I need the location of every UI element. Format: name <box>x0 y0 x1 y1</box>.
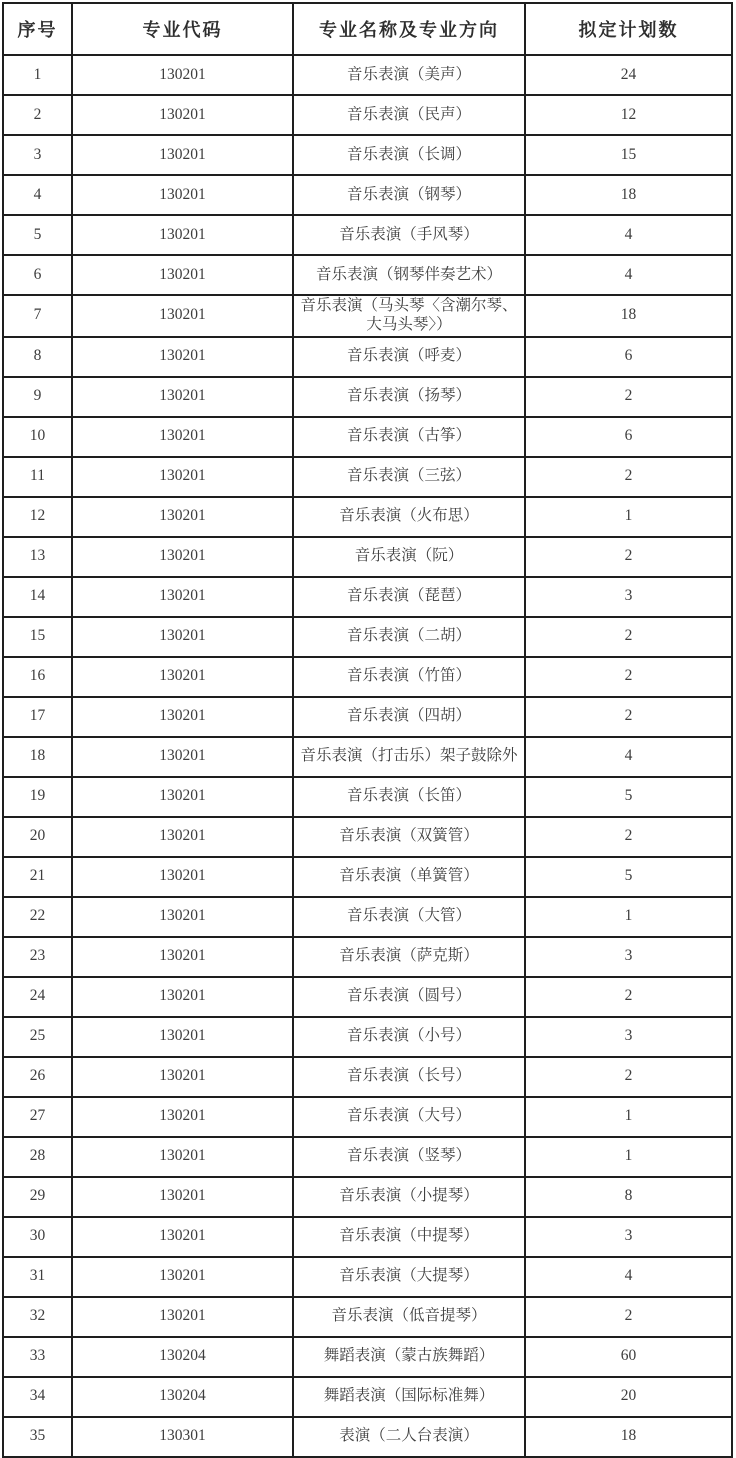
row-index-cell: 11 <box>3 457 72 497</box>
table-row <box>3 457 732 497</box>
planned-count-cell: 2 <box>525 617 732 657</box>
planned-count-cell: 2 <box>525 1297 732 1337</box>
major-name-cell: 音乐表演（萨克斯） <box>293 937 525 977</box>
table-row <box>3 215 732 255</box>
row-index-cell: 30 <box>3 1217 72 1257</box>
major-code-cell: 130201 <box>72 1017 293 1057</box>
major-name-cell: 舞蹈表演（蒙古族舞蹈） <box>293 1337 525 1377</box>
planned-count-cell: 3 <box>525 937 732 977</box>
major-name-cell: 音乐表演（大号） <box>293 1097 525 1137</box>
table-row <box>3 857 732 897</box>
row-index-cell: 32 <box>3 1297 72 1337</box>
major-name-cell: 音乐表演（长调） <box>293 135 525 175</box>
major-code-cell: 130201 <box>72 1297 293 1337</box>
major-name-cell: 音乐表演（竖琴） <box>293 1137 525 1177</box>
row-index-cell: 3 <box>3 135 72 175</box>
table-row <box>3 175 732 215</box>
major-code-cell: 130204 <box>72 1377 293 1417</box>
row-index-cell: 28 <box>3 1137 72 1177</box>
table-row <box>3 577 732 617</box>
table-row <box>3 537 732 577</box>
row-index-cell: 2 <box>3 95 72 135</box>
major-name-cell: 音乐表演（钢琴） <box>293 175 525 215</box>
table-row <box>3 937 732 977</box>
planned-count-cell: 4 <box>525 1257 732 1297</box>
major-name-cell: 音乐表演（竹笛） <box>293 657 525 697</box>
major-code-cell: 130201 <box>72 55 293 95</box>
major-name-cell: 音乐表演（大管） <box>293 897 525 937</box>
row-index-cell: 12 <box>3 497 72 537</box>
row-index-cell: 14 <box>3 577 72 617</box>
table-row <box>3 1097 732 1137</box>
planned-count-cell: 24 <box>525 55 732 95</box>
major-name-cell: 音乐表演（大提琴） <box>293 1257 525 1297</box>
major-name-cell: 音乐表演（扬琴） <box>293 377 525 417</box>
row-index-cell: 24 <box>3 977 72 1017</box>
table-row <box>3 1257 732 1297</box>
planned-count-cell: 2 <box>525 377 732 417</box>
major-name-cell: 音乐表演（圆号） <box>293 977 525 1017</box>
major-code-cell: 130201 <box>72 1217 293 1257</box>
planned-count-cell: 2 <box>525 817 732 857</box>
row-index-cell: 25 <box>3 1017 72 1057</box>
table-row <box>3 417 732 457</box>
planned-count-cell: 2 <box>525 657 732 697</box>
row-index-cell: 33 <box>3 1337 72 1377</box>
major-code-cell: 130201 <box>72 377 293 417</box>
planned-count-cell: 18 <box>525 1417 732 1457</box>
planned-count-cell: 2 <box>525 1057 732 1097</box>
major-code-cell: 130201 <box>72 857 293 897</box>
planned-count-cell: 5 <box>525 777 732 817</box>
major-code-cell: 130201 <box>72 657 293 697</box>
row-index-cell: 31 <box>3 1257 72 1297</box>
major-name-cell: 表演（二人台表演） <box>293 1417 525 1457</box>
row-index-cell: 35 <box>3 1417 72 1457</box>
header-row <box>3 3 732 55</box>
major-code-cell: 130201 <box>72 937 293 977</box>
planned-count-cell: 18 <box>525 175 732 215</box>
table-row <box>3 377 732 417</box>
major-code-cell: 130301 <box>72 1417 293 1457</box>
row-index-cell: 4 <box>3 175 72 215</box>
major-code-cell: 130201 <box>72 295 293 337</box>
planned-count-cell: 3 <box>525 1017 732 1057</box>
header-cell-planned-count: 拟定计划数 <box>525 3 732 55</box>
major-code-cell: 130201 <box>72 95 293 135</box>
major-code-cell: 130201 <box>72 175 293 215</box>
major-code-cell: 130201 <box>72 1137 293 1177</box>
planned-count-cell: 8 <box>525 1177 732 1217</box>
major-code-cell: 130201 <box>72 255 293 295</box>
major-name-cell: 音乐表演（钢琴伴奏艺术） <box>293 255 525 295</box>
table-row <box>3 1417 732 1457</box>
table-row <box>3 697 732 737</box>
row-index-cell: 1 <box>3 55 72 95</box>
planned-count-cell: 6 <box>525 337 732 377</box>
planned-count-cell: 18 <box>525 295 732 337</box>
major-name-cell: 音乐表演（单簧管） <box>293 857 525 897</box>
row-index-cell: 5 <box>3 215 72 255</box>
planned-count-cell: 15 <box>525 135 732 175</box>
major-name-cell: 舞蹈表演（国际标准舞） <box>293 1377 525 1417</box>
planned-count-cell: 6 <box>525 417 732 457</box>
header-cell-major-name: 专业名称及专业方向 <box>293 3 525 55</box>
major-name-cell: 音乐表演（四胡） <box>293 697 525 737</box>
row-index-cell: 18 <box>3 737 72 777</box>
table-row <box>3 977 732 1017</box>
major-name-cell: 音乐表演（长号） <box>293 1057 525 1097</box>
major-code-cell: 130201 <box>72 135 293 175</box>
table-row <box>3 295 732 337</box>
major-name-cell: 音乐表演（琵琶） <box>293 577 525 617</box>
row-index-cell: 26 <box>3 1057 72 1097</box>
planned-count-cell: 1 <box>525 897 732 937</box>
table-row <box>3 1337 732 1377</box>
planned-count-cell: 12 <box>525 95 732 135</box>
major-name-cell: 音乐表演（中提琴） <box>293 1217 525 1257</box>
major-code-cell: 130201 <box>72 1097 293 1137</box>
planned-count-cell: 2 <box>525 697 732 737</box>
major-code-cell: 130201 <box>72 1177 293 1217</box>
table-row <box>3 135 732 175</box>
major-name-cell: 音乐表演（美声） <box>293 55 525 95</box>
planned-count-cell: 2 <box>525 977 732 1017</box>
major-name-cell: 音乐表演（打击乐）架子鼓除外 <box>293 737 525 777</box>
header-cell-major-code: 专业代码 <box>72 3 293 55</box>
table-row <box>3 817 732 857</box>
major-code-cell: 130201 <box>72 617 293 657</box>
major-code-cell: 130201 <box>72 457 293 497</box>
row-index-cell: 15 <box>3 617 72 657</box>
planned-count-cell: 1 <box>525 497 732 537</box>
row-index-cell: 6 <box>3 255 72 295</box>
major-code-cell: 130201 <box>72 777 293 817</box>
major-name-cell: 音乐表演（火布思） <box>293 497 525 537</box>
major-code-cell: 130201 <box>72 417 293 457</box>
major-code-cell: 130201 <box>72 1257 293 1297</box>
major-code-cell: 130201 <box>72 737 293 777</box>
planned-count-cell: 20 <box>525 1377 732 1417</box>
row-index-cell: 7 <box>3 295 72 337</box>
major-name-cell: 音乐表演（手风琴） <box>293 215 525 255</box>
major-code-cell: 130201 <box>72 577 293 617</box>
major-name-cell: 音乐表演（呼麦） <box>293 337 525 377</box>
row-index-cell: 21 <box>3 857 72 897</box>
table-row <box>3 1377 732 1417</box>
major-name-cell: 音乐表演（低音提琴） <box>293 1297 525 1337</box>
planned-count-cell: 4 <box>525 215 732 255</box>
planned-count-cell: 1 <box>525 1097 732 1137</box>
table-row <box>3 1177 732 1217</box>
row-index-cell: 22 <box>3 897 72 937</box>
planned-count-cell: 3 <box>525 1217 732 1257</box>
table-row <box>3 337 732 377</box>
table-row <box>3 95 732 135</box>
major-name-cell: 音乐表演（三弦） <box>293 457 525 497</box>
planned-count-cell: 60 <box>525 1337 732 1377</box>
major-name-cell: 音乐表演（阮） <box>293 537 525 577</box>
table-row <box>3 737 732 777</box>
table-row <box>3 1137 732 1177</box>
major-code-cell: 130201 <box>72 817 293 857</box>
major-name-cell: 音乐表演（古筝） <box>293 417 525 457</box>
major-name-cell: 音乐表演（双簧管） <box>293 817 525 857</box>
row-index-cell: 16 <box>3 657 72 697</box>
table-body <box>3 55 732 1457</box>
major-code-cell: 130201 <box>72 537 293 577</box>
row-index-cell: 9 <box>3 377 72 417</box>
table-row <box>3 1017 732 1057</box>
row-index-cell: 29 <box>3 1177 72 1217</box>
major-code-cell: 130201 <box>72 215 293 255</box>
enrollment-plan-table <box>2 2 733 1458</box>
header-cell-index: 序号 <box>3 3 72 55</box>
major-code-cell: 130201 <box>72 497 293 537</box>
major-code-cell: 130201 <box>72 977 293 1017</box>
planned-count-cell: 1 <box>525 1137 732 1177</box>
major-name-cell: 音乐表演（二胡） <box>293 617 525 657</box>
table-row <box>3 1297 732 1337</box>
row-index-cell: 10 <box>3 417 72 457</box>
major-name-cell: 音乐表演（长笛） <box>293 777 525 817</box>
table-row <box>3 897 732 937</box>
planned-count-cell: 3 <box>525 577 732 617</box>
major-name-cell: 音乐表演（马头琴〈含潮尔琴、大马头琴〉） <box>293 295 525 337</box>
table-row <box>3 777 732 817</box>
planned-count-cell: 2 <box>525 457 732 497</box>
major-name-cell: 音乐表演（小号） <box>293 1017 525 1057</box>
table-row <box>3 55 732 95</box>
planned-count-cell: 2 <box>525 537 732 577</box>
row-index-cell: 19 <box>3 777 72 817</box>
planned-count-cell: 5 <box>525 857 732 897</box>
major-code-cell: 130201 <box>72 697 293 737</box>
row-index-cell: 23 <box>3 937 72 977</box>
major-name-cell: 音乐表演（民声） <box>293 95 525 135</box>
table-row <box>3 255 732 295</box>
row-index-cell: 34 <box>3 1377 72 1417</box>
major-code-cell: 130201 <box>72 1057 293 1097</box>
row-index-cell: 8 <box>3 337 72 377</box>
table-row <box>3 1057 732 1097</box>
major-code-cell: 130201 <box>72 897 293 937</box>
major-code-cell: 130201 <box>72 337 293 377</box>
table-row <box>3 617 732 657</box>
row-index-cell: 27 <box>3 1097 72 1137</box>
planned-count-cell: 4 <box>525 737 732 777</box>
table-row <box>3 497 732 537</box>
table-row <box>3 657 732 697</box>
major-code-cell: 130204 <box>72 1337 293 1377</box>
major-name-cell: 音乐表演（小提琴） <box>293 1177 525 1217</box>
row-index-cell: 20 <box>3 817 72 857</box>
row-index-cell: 17 <box>3 697 72 737</box>
row-index-cell: 13 <box>3 537 72 577</box>
table-row <box>3 1217 732 1257</box>
planned-count-cell: 4 <box>525 255 732 295</box>
